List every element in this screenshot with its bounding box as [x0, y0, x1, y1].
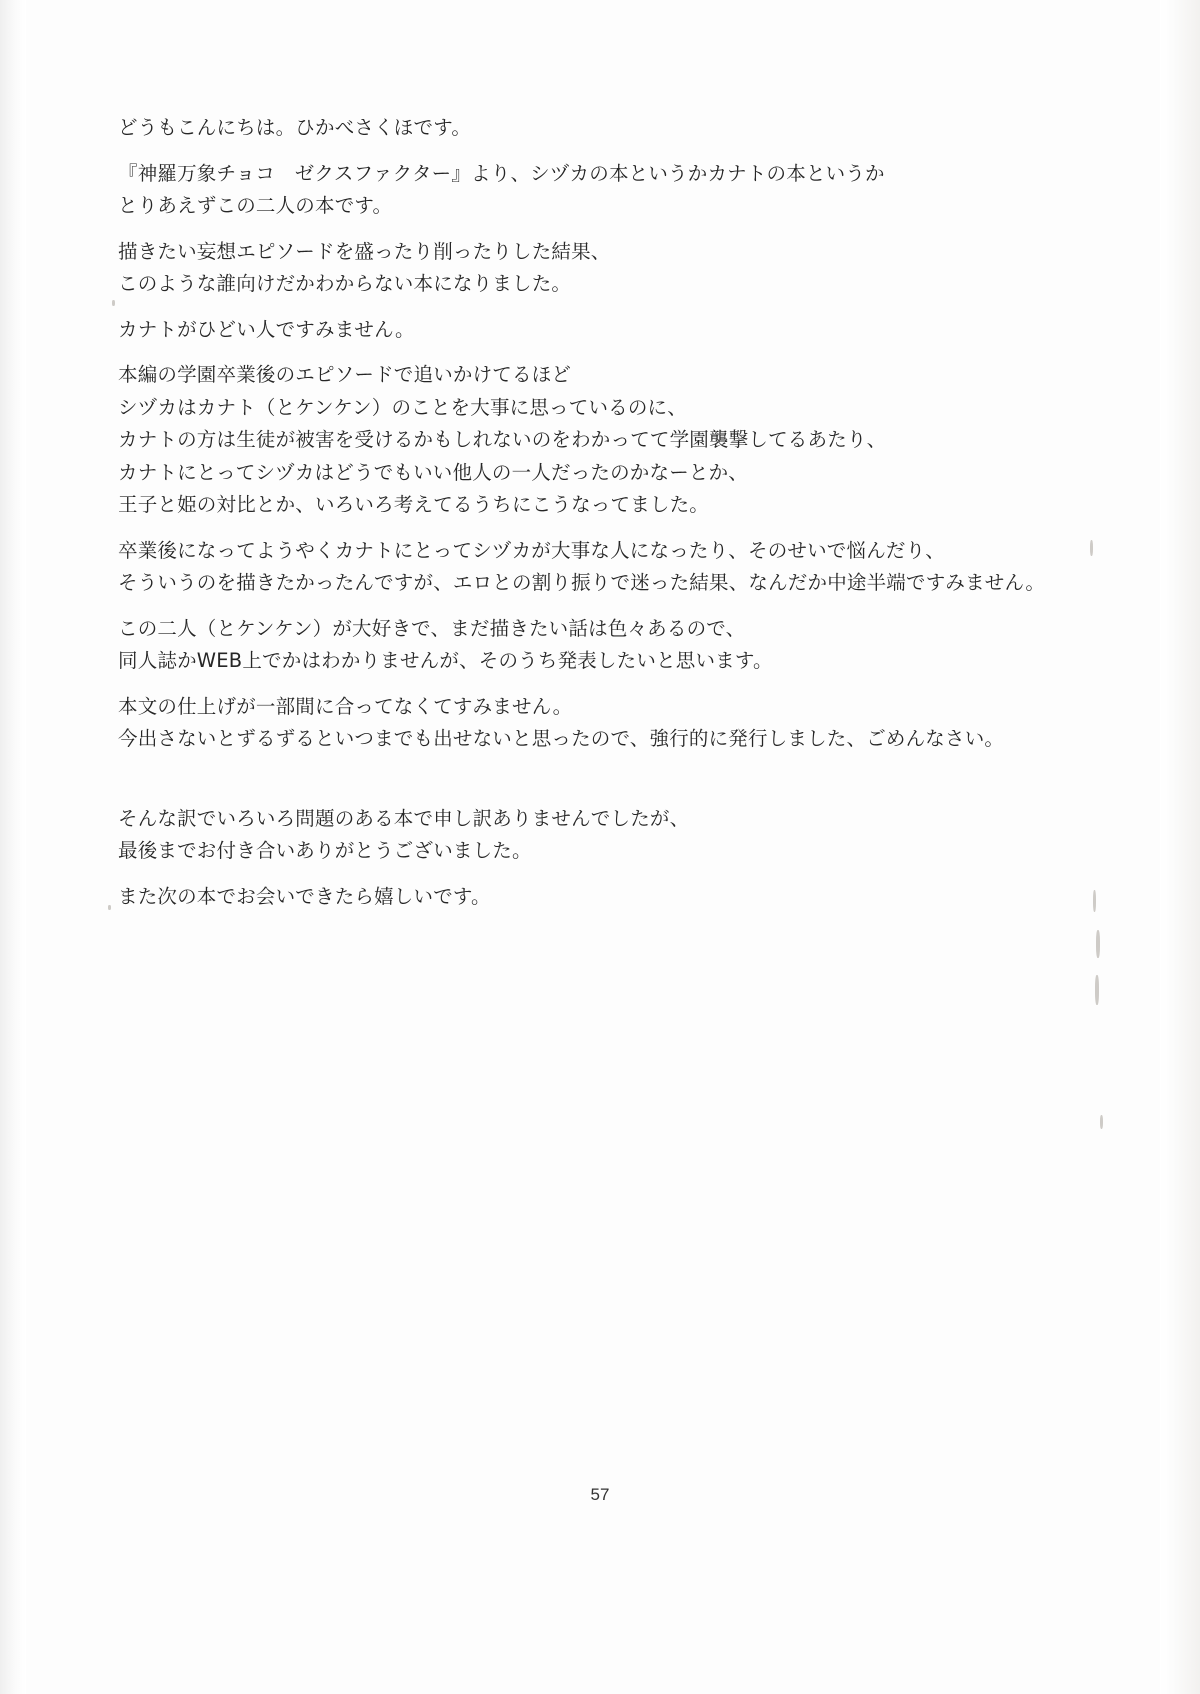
- text-line: 最後までお付き合いありがとうございました。: [118, 839, 532, 862]
- scan-artifact: [1093, 890, 1096, 912]
- scan-artifact: [1095, 975, 1099, 1005]
- text-line: カナトにとってシヅカはどうでもいい他人の一人だったのかなーとか、: [118, 460, 749, 484]
- scan-artifact: [112, 300, 115, 306]
- text-line: カナトの方は生徒が被害を受けるかもしれないのをわかってて学園襲撃してるあたり、: [118, 428, 887, 451]
- text-line: 『神羅万象チョコ ゼクスファクター』より、シヅカの本というかカナトの本というか: [118, 161, 885, 185]
- paragraph-greeting: [118, 118, 1048, 138]
- paragraph-story-thoughts: [118, 365, 1048, 515]
- text-line: そんな訳でいろいろ問題のある本で申し訳ありませんでしたが、: [118, 806, 690, 830]
- paragraph-episode-note: [118, 239, 1048, 295]
- paragraph-closing-thanks: [118, 806, 1048, 862]
- text-line: そういうのを描きたかったんですが、エロとの割り振りで迷った結果、なんだか中途半端ですみません。: [118, 571, 1046, 594]
- text-line: この二人（とケンケン）が大好きで、まだ描きたい話は色々あるので、: [118, 616, 746, 640]
- scan-artifact: [108, 905, 111, 910]
- text-line: 本文の仕上げが一部間に合ってなくてすみません。: [118, 694, 573, 718]
- text-line: 同人誌かWEB上でかはわかりませんが、そのうち発表したいと思います。: [118, 649, 773, 672]
- paragraph-after-graduation: [118, 538, 1048, 594]
- afterword-text-block: [118, 118, 1048, 932]
- scan-artifact: [1090, 540, 1093, 556]
- text-line: 描きたい妄想エピソードを盛ったり削ったりした結果、: [118, 239, 611, 263]
- text-line: 王子と姫の対比とか、いろいろ考えてるうちにこうなってました。: [118, 493, 710, 516]
- text-line: 卒業後になってようやくカナトにとってシヅカが大事な人になったり、そのせいで悩んだり、: [118, 538, 946, 562]
- scan-artifact: [1100, 1115, 1103, 1129]
- text-line: 本編の学園卒業後のエピソードで追いかけてるほど: [118, 363, 572, 386]
- paragraph-finishing-apology: [118, 694, 1048, 750]
- paragraph-farewell: [118, 884, 1048, 908]
- text-line: カナトがひどい人ですみません。: [118, 317, 415, 341]
- text-line: このような誰向けだかわからない本になりました。: [118, 272, 572, 295]
- text-line: 今出さないとずるずるといつまでも出せないと思ったので、強行的に発行しました、ごめんなさい。: [118, 727, 1005, 750]
- paragraph-source-note: [118, 161, 1048, 217]
- paragraph-apology-kanato: [118, 317, 1048, 341]
- text-line: とりあえずこの二人の本です。: [118, 194, 393, 217]
- text-line: どうもこんにちは。ひかべさくほです。: [118, 116, 472, 139]
- text-line: シヅカはカナト（とケンケン）のことを大事に思っているのに、: [118, 395, 687, 419]
- paragraph-future-plans: [118, 616, 1048, 672]
- scan-artifact: [1096, 930, 1100, 958]
- page-number: 57: [590, 1485, 610, 1504]
- text-line: また次の本でお会いできたら嬉しいです。: [118, 884, 491, 908]
